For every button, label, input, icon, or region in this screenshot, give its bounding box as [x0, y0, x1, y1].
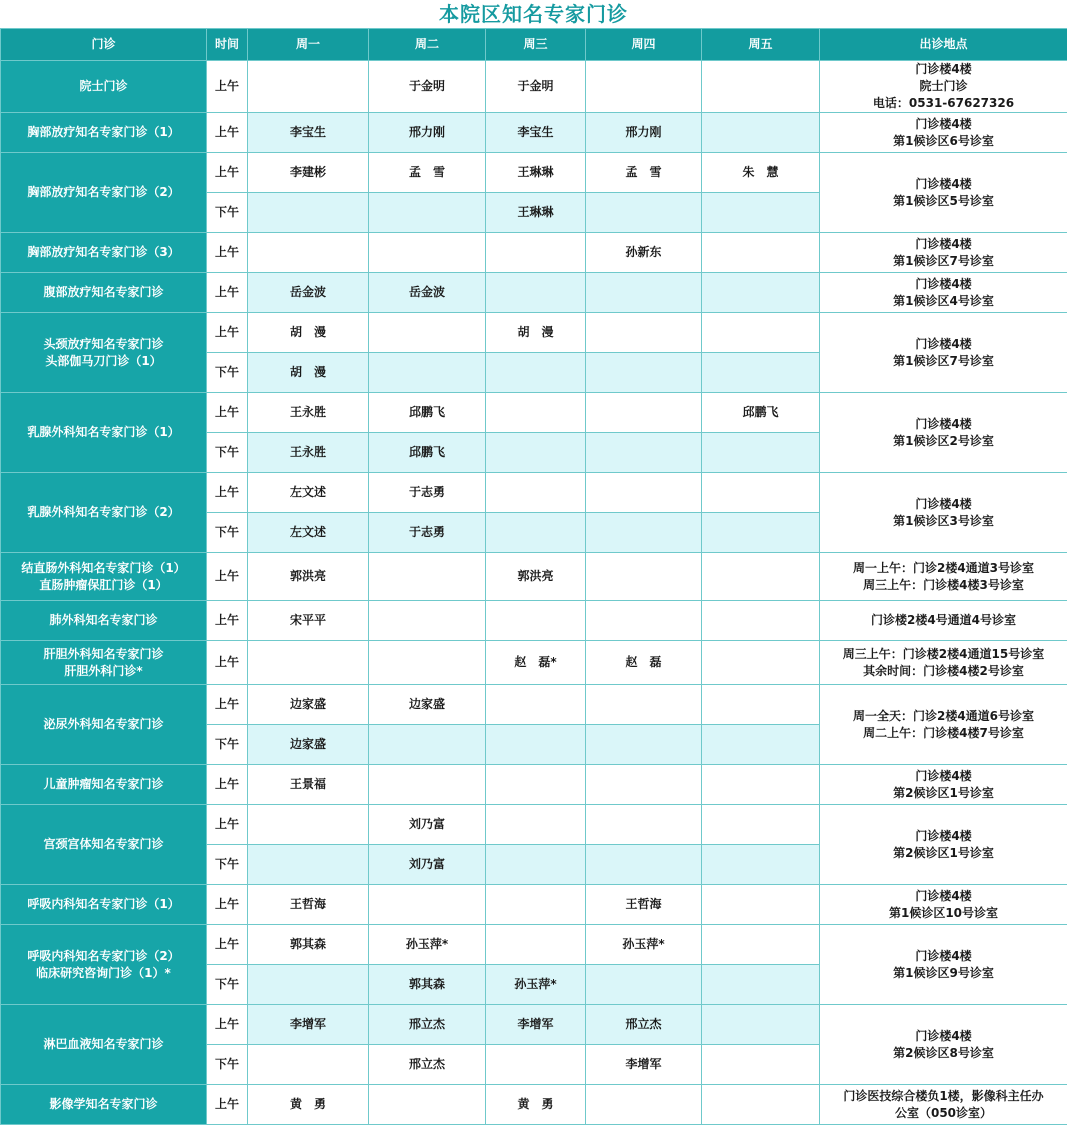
doctor-cell-fri: [702, 725, 820, 765]
doctor-cell-tue: 边家盛: [369, 685, 486, 725]
doctor-cell-mon: 李宝生: [248, 113, 369, 153]
doctor-cell-tue: 郭其森: [369, 965, 486, 1005]
doctor-cell-tue: [369, 1085, 486, 1125]
table-row: [1, 885, 1067, 925]
doctor-cell-fri: [702, 601, 820, 641]
clinic-name: [1, 765, 207, 805]
table-row: [1, 273, 1067, 313]
location-line: 其余时间：门诊楼4楼2号诊室: [863, 663, 1024, 678]
doctor-cell-mon: 胡 漫: [248, 313, 369, 353]
doctor-cell-tue: [369, 725, 486, 765]
table-row: [1, 1005, 1067, 1045]
table-row: [1, 313, 1067, 353]
table-row: [1, 765, 1067, 805]
time-period: 上午: [207, 601, 248, 641]
location-line: 周二上午：门诊楼4楼7号诊室: [863, 725, 1024, 740]
doctor-cell-tue: [369, 313, 486, 353]
time-period: 下午: [207, 433, 248, 473]
doctor-cell-thu: [586, 193, 702, 233]
header-row: [1, 29, 1067, 61]
location-line: 第2候诊区8号诊室: [893, 1045, 994, 1060]
doctor-cell-tue: [369, 601, 486, 641]
location-line: 门诊楼4楼: [915, 416, 972, 431]
doctor-cell-fri: [702, 473, 820, 513]
clinic-location: [820, 553, 1067, 601]
doctor-cell-thu: [586, 1085, 702, 1125]
location-line: 门诊楼4楼: [915, 116, 972, 131]
location-line: 第1候诊区6号诊室: [893, 133, 994, 148]
location-line: 第2候诊区1号诊室: [893, 785, 994, 800]
doctor-cell-fri: [702, 433, 820, 473]
doctor-cell-wed: 郭洪亮: [486, 553, 586, 601]
clinic-location: [820, 473, 1067, 553]
clinic-name: [1, 473, 207, 553]
location-line: 周三上午：门诊楼2楼4通道15号诊室: [842, 646, 1045, 661]
table-row: [1, 113, 1067, 153]
clinic-location: [820, 601, 1067, 641]
location-line: 第1候诊区2号诊室: [893, 433, 994, 448]
clinic-name: [1, 113, 207, 153]
header-wed: 周三: [486, 29, 586, 61]
time-period: 上午: [207, 113, 248, 153]
doctor-cell-wed: 王琳琳: [486, 153, 586, 193]
doctor-cell-wed: [486, 353, 586, 393]
clinic-location: [820, 1085, 1067, 1125]
doctor-cell-tue: 于志勇: [369, 513, 486, 553]
clinic-name: [1, 553, 207, 601]
table-row: [1, 153, 1067, 193]
clinic-name-line: 宫颈宫体知名专家门诊: [43, 837, 164, 851]
doctor-cell-thu: [586, 513, 702, 553]
time-period: 上午: [207, 61, 248, 113]
doctor-cell-fri: [702, 641, 820, 685]
location-line: 周三上午：门诊楼4楼3号诊室: [863, 577, 1024, 592]
table-row: [1, 553, 1067, 601]
doctor-cell-mon: [248, 193, 369, 233]
doctor-cell-mon: 左文述: [248, 513, 369, 553]
clinic-name-line: 头颈放疗知名专家门诊: [43, 336, 164, 351]
doctor-cell-wed: [486, 601, 586, 641]
location-line: 门诊楼4楼: [915, 888, 972, 903]
doctor-cell-fri: [702, 925, 820, 965]
doctor-cell-mon: [248, 641, 369, 685]
time-period: 下午: [207, 353, 248, 393]
table-row: [1, 601, 1067, 641]
location-line: 第1候诊区7号诊室: [893, 253, 994, 268]
doctor-cell-wed: [486, 393, 586, 433]
location-line: 第1候诊区3号诊室: [893, 513, 994, 528]
doctor-cell-wed: [486, 805, 586, 845]
table-row: [1, 685, 1067, 725]
clinic-name: [1, 273, 207, 313]
doctor-cell-thu: 孙新东: [586, 233, 702, 273]
clinic-name-line: 胸部放疗知名专家门诊（3）: [27, 245, 180, 259]
doctor-cell-fri: 朱 慧: [702, 153, 820, 193]
doctor-cell-thu: 赵 磊: [586, 641, 702, 685]
location-line: 公室（050诊室）: [894, 1105, 993, 1120]
doctor-cell-thu: [586, 965, 702, 1005]
doctor-cell-thu: [586, 553, 702, 601]
time-period: 下午: [207, 1045, 248, 1085]
doctor-cell-wed: 王琳琳: [486, 193, 586, 233]
time-period: 上午: [207, 473, 248, 513]
doctor-cell-mon: 李增军: [248, 1005, 369, 1045]
location-line: 门诊楼4楼: [915, 948, 972, 963]
clinic-location: [820, 885, 1067, 925]
doctor-cell-mon: 王哲海: [248, 885, 369, 925]
location-line: 电话：0531-67627326: [872, 96, 1015, 110]
doctor-cell-mon: [248, 1045, 369, 1085]
header-tue: 周二: [369, 29, 486, 61]
doctor-cell-fri: [702, 61, 820, 113]
header-fri: 周五: [702, 29, 820, 61]
table-row: [1, 393, 1067, 433]
clinic-name: [1, 153, 207, 233]
doctor-cell-tue: 孙玉萍*: [369, 925, 486, 965]
clinic-location: [820, 685, 1067, 765]
doctor-cell-fri: [702, 313, 820, 353]
clinic-name: [1, 685, 207, 765]
doctor-cell-mon: 岳金波: [248, 273, 369, 313]
doctor-cell-tue: 邢立杰: [369, 1045, 486, 1085]
doctor-cell-fri: [702, 965, 820, 1005]
header-location: 出诊地点: [820, 29, 1067, 61]
location-line: 周一上午：门诊2楼4通道3号诊室: [852, 560, 1035, 575]
doctor-cell-tue: [369, 885, 486, 925]
doctor-cell-fri: [702, 273, 820, 313]
clinic-name-line: 呼吸内科知名专家门诊（2）: [27, 948, 180, 963]
doctor-cell-mon: 郭其森: [248, 925, 369, 965]
location-line: 第1候诊区5号诊室: [893, 193, 994, 208]
header-thu: 周四: [586, 29, 702, 61]
doctor-cell-wed: [486, 273, 586, 313]
doctor-cell-fri: [702, 1005, 820, 1045]
doctor-cell-mon: 宋平平: [248, 601, 369, 641]
doctor-cell-thu: [586, 313, 702, 353]
clinic-name: [1, 885, 207, 925]
doctor-cell-mon: 王永胜: [248, 393, 369, 433]
doctor-cell-thu: [586, 393, 702, 433]
doctor-cell-thu: [586, 273, 702, 313]
table-row: [1, 925, 1067, 965]
clinic-name-line: 直肠肿瘤保肛门诊（1）: [39, 577, 168, 592]
clinic-name-line: 临床研究咨询门诊（1）*: [36, 965, 171, 980]
doctor-cell-wed: 李宝生: [486, 113, 586, 153]
doctor-cell-thu: [586, 433, 702, 473]
location-line: 门诊楼4楼: [915, 828, 972, 843]
location-line: 门诊楼4楼: [915, 336, 972, 351]
doctor-cell-thu: [586, 765, 702, 805]
doctor-cell-tue: 邱鹏飞: [369, 393, 486, 433]
time-period: 上午: [207, 1005, 248, 1045]
clinic-location: [820, 313, 1067, 393]
doctor-cell-wed: 胡 漫: [486, 313, 586, 353]
doctor-cell-thu: 孙玉萍*: [586, 925, 702, 965]
doctor-cell-fri: [702, 193, 820, 233]
doctor-cell-fri: [702, 765, 820, 805]
header-mon: 周一: [248, 29, 369, 61]
time-period: 上午: [207, 925, 248, 965]
doctor-cell-wed: [486, 845, 586, 885]
time-period: 上午: [207, 641, 248, 685]
doctor-cell-tue: [369, 233, 486, 273]
clinic-name-line: 腹部放疗知名专家门诊: [43, 285, 164, 299]
doctor-cell-tue: [369, 193, 486, 233]
doctor-cell-tue: [369, 353, 486, 393]
doctor-cell-thu: 王哲海: [586, 885, 702, 925]
doctor-cell-wed: [486, 925, 586, 965]
doctor-cell-mon: 王景福: [248, 765, 369, 805]
location-line: 门诊楼4楼: [915, 496, 972, 511]
doctor-cell-wed: 于金明: [486, 61, 586, 113]
time-period: 下午: [207, 513, 248, 553]
clinic-name-line: 儿童肿瘤知名专家门诊: [43, 777, 164, 791]
doctor-cell-mon: 左文述: [248, 473, 369, 513]
doctor-cell-mon: 胡 漫: [248, 353, 369, 393]
time-period: 上午: [207, 553, 248, 601]
doctor-cell-thu: 邢力刚: [586, 113, 702, 153]
doctor-cell-wed: [486, 433, 586, 473]
schedule-table: [0, 28, 1067, 1125]
clinic-location: [820, 273, 1067, 313]
doctor-cell-tue: 孟 雪: [369, 153, 486, 193]
doctor-cell-thu: 邢立杰: [586, 1005, 702, 1045]
clinic-name-line: 泌尿外科知名专家门诊: [43, 717, 164, 731]
time-period: 下午: [207, 725, 248, 765]
location-line: 第1候诊区9号诊室: [893, 965, 994, 980]
location-line: 第1候诊区4号诊室: [893, 293, 994, 308]
clinic-location: [820, 641, 1067, 685]
doctor-cell-tue: 于志勇: [369, 473, 486, 513]
clinic-name-line: 院士门诊: [79, 79, 128, 93]
doctor-cell-thu: [586, 805, 702, 845]
location-line: 周一全天：门诊2楼4通道6号诊室: [852, 708, 1035, 723]
doctor-cell-wed: [486, 765, 586, 805]
doctor-cell-tue: 岳金波: [369, 273, 486, 313]
clinic-location: [820, 393, 1067, 473]
clinic-name-line: 头部伽马刀门诊（1）: [45, 353, 162, 368]
clinic-name: [1, 601, 207, 641]
doctor-cell-wed: 李增军: [486, 1005, 586, 1045]
location-line: 第1候诊区7号诊室: [893, 353, 994, 368]
doctor-cell-fri: [702, 805, 820, 845]
clinic-name: [1, 1005, 207, 1085]
clinic-location: [820, 61, 1067, 113]
clinic-name-line: 乳腺外科知名专家门诊（1）: [27, 425, 180, 439]
clinic-name: [1, 805, 207, 885]
doctor-cell-mon: [248, 233, 369, 273]
doctor-cell-wed: [486, 685, 586, 725]
location-line: 门诊楼4楼: [915, 1028, 972, 1043]
doctor-cell-thu: 李增军: [586, 1045, 702, 1085]
clinic-name: [1, 393, 207, 473]
doctor-cell-mon: 郭洪亮: [248, 553, 369, 601]
doctor-cell-thu: [586, 473, 702, 513]
doctor-cell-wed: [486, 233, 586, 273]
table-row: [1, 233, 1067, 273]
doctor-cell-wed: [486, 1045, 586, 1085]
location-line: 第2候诊区1号诊室: [893, 845, 994, 860]
table-row: [1, 61, 1067, 113]
clinic-name: [1, 925, 207, 1005]
doctor-cell-wed: [486, 513, 586, 553]
doctor-cell-thu: [586, 845, 702, 885]
doctor-cell-mon: 边家盛: [248, 685, 369, 725]
doctor-cell-mon: [248, 965, 369, 1005]
doctor-cell-thu: 孟 雪: [586, 153, 702, 193]
doctor-cell-mon: [248, 805, 369, 845]
doctor-cell-tue: 刘乃富: [369, 805, 486, 845]
doctor-cell-mon: 黄 勇: [248, 1085, 369, 1125]
location-line: 门诊楼4楼: [915, 768, 972, 783]
doctor-cell-fri: [702, 885, 820, 925]
table-row: [1, 1085, 1067, 1125]
clinic-name-line: 结直肠外科知名专家门诊（1）: [21, 560, 186, 575]
clinic-location: [820, 765, 1067, 805]
doctor-cell-mon: 王永胜: [248, 433, 369, 473]
doctor-cell-thu: [586, 61, 702, 113]
doctor-cell-tue: 邱鹏飞: [369, 433, 486, 473]
doctor-cell-fri: [702, 353, 820, 393]
doctor-cell-fri: [702, 513, 820, 553]
doctor-cell-mon: [248, 61, 369, 113]
clinic-location: [820, 113, 1067, 153]
time-period: 上午: [207, 273, 248, 313]
doctor-cell-tue: [369, 765, 486, 805]
time-period: 上午: [207, 765, 248, 805]
time-period: 下午: [207, 965, 248, 1005]
location-line: 院士门诊: [919, 79, 968, 93]
clinic-name-line: 胸部放疗知名专家门诊（1）: [27, 125, 180, 139]
time-period: 上午: [207, 685, 248, 725]
doctor-cell-thu: [586, 601, 702, 641]
doctor-cell-tue: 邢立杰: [369, 1005, 486, 1045]
location-line: 第1候诊区10号诊室: [888, 905, 999, 920]
clinic-name-line: 乳腺外科知名专家门诊（2）: [27, 505, 180, 519]
clinic-name-line: 肝胆外科门诊*: [64, 663, 143, 678]
header-clinic: 门诊: [1, 29, 207, 61]
time-period: 上午: [207, 313, 248, 353]
doctor-cell-tue: 于金明: [369, 61, 486, 113]
location-line: 门诊医技综合楼负1楼，影像科主任办: [843, 1088, 1044, 1103]
time-period: 上午: [207, 153, 248, 193]
doctor-cell-wed: 赵 磊*: [486, 641, 586, 685]
time-period: 下午: [207, 845, 248, 885]
clinic-name-line: 呼吸内科知名专家门诊（1）: [27, 897, 180, 911]
location-line: 门诊楼4楼: [915, 276, 972, 291]
table-row: [1, 473, 1067, 513]
doctor-cell-mon: 李建彬: [248, 153, 369, 193]
time-period: 下午: [207, 193, 248, 233]
table-row: [1, 805, 1067, 845]
clinic-location: [820, 233, 1067, 273]
table-row: [1, 641, 1067, 685]
doctor-cell-fri: 邱鹏飞: [702, 393, 820, 433]
clinic-name: [1, 61, 207, 113]
doctor-cell-wed: 黄 勇: [486, 1085, 586, 1125]
location-line: 门诊楼4楼: [915, 62, 972, 76]
doctor-cell-fri: [702, 113, 820, 153]
doctor-cell-fri: [702, 233, 820, 273]
clinic-name: [1, 313, 207, 393]
doctor-cell-thu: [586, 685, 702, 725]
doctor-cell-fri: [702, 685, 820, 725]
location-line: 门诊楼4楼: [915, 176, 972, 191]
header-time: 时间: [207, 29, 248, 61]
time-period: 上午: [207, 393, 248, 433]
time-period: 上午: [207, 805, 248, 845]
doctor-cell-wed: [486, 725, 586, 765]
doctor-cell-thu: [586, 353, 702, 393]
clinic-name: [1, 1085, 207, 1125]
clinic-location: [820, 153, 1067, 233]
doctor-cell-tue: 刘乃富: [369, 845, 486, 885]
location-line: 门诊楼2楼4号通道4号诊室: [870, 613, 1017, 627]
doctor-cell-mon: [248, 845, 369, 885]
clinic-name-line: 淋巴血液知名专家门诊: [43, 1037, 164, 1051]
clinic-location: [820, 925, 1067, 1005]
doctor-cell-fri: [702, 1085, 820, 1125]
doctor-cell-mon: 边家盛: [248, 725, 369, 765]
doctor-cell-wed: [486, 473, 586, 513]
doctor-cell-fri: [702, 553, 820, 601]
doctor-cell-thu: [586, 725, 702, 765]
doctor-cell-tue: [369, 641, 486, 685]
clinic-name: [1, 641, 207, 685]
time-period: 上午: [207, 885, 248, 925]
time-period: 上午: [207, 1085, 248, 1125]
clinic-name-line: 肺外科知名专家门诊: [49, 613, 158, 627]
clinic-location: [820, 805, 1067, 885]
doctor-cell-tue: [369, 553, 486, 601]
clinic-name: [1, 233, 207, 273]
clinic-name-line: 影像学知名专家门诊: [49, 1097, 158, 1111]
doctor-cell-wed: [486, 885, 586, 925]
page-title: 本院区知名专家门诊: [439, 2, 628, 26]
doctor-cell-tue: 邢力刚: [369, 113, 486, 153]
clinic-name-line: 胸部放疗知名专家门诊（2）: [27, 185, 180, 199]
clinic-location: [820, 1005, 1067, 1085]
doctor-cell-wed: 孙玉萍*: [486, 965, 586, 1005]
doctor-cell-fri: [702, 1045, 820, 1085]
location-line: 门诊楼4楼: [915, 236, 972, 251]
doctor-cell-fri: [702, 845, 820, 885]
time-period: 上午: [207, 233, 248, 273]
clinic-name-line: 肝胆外科知名专家门诊: [43, 646, 164, 661]
